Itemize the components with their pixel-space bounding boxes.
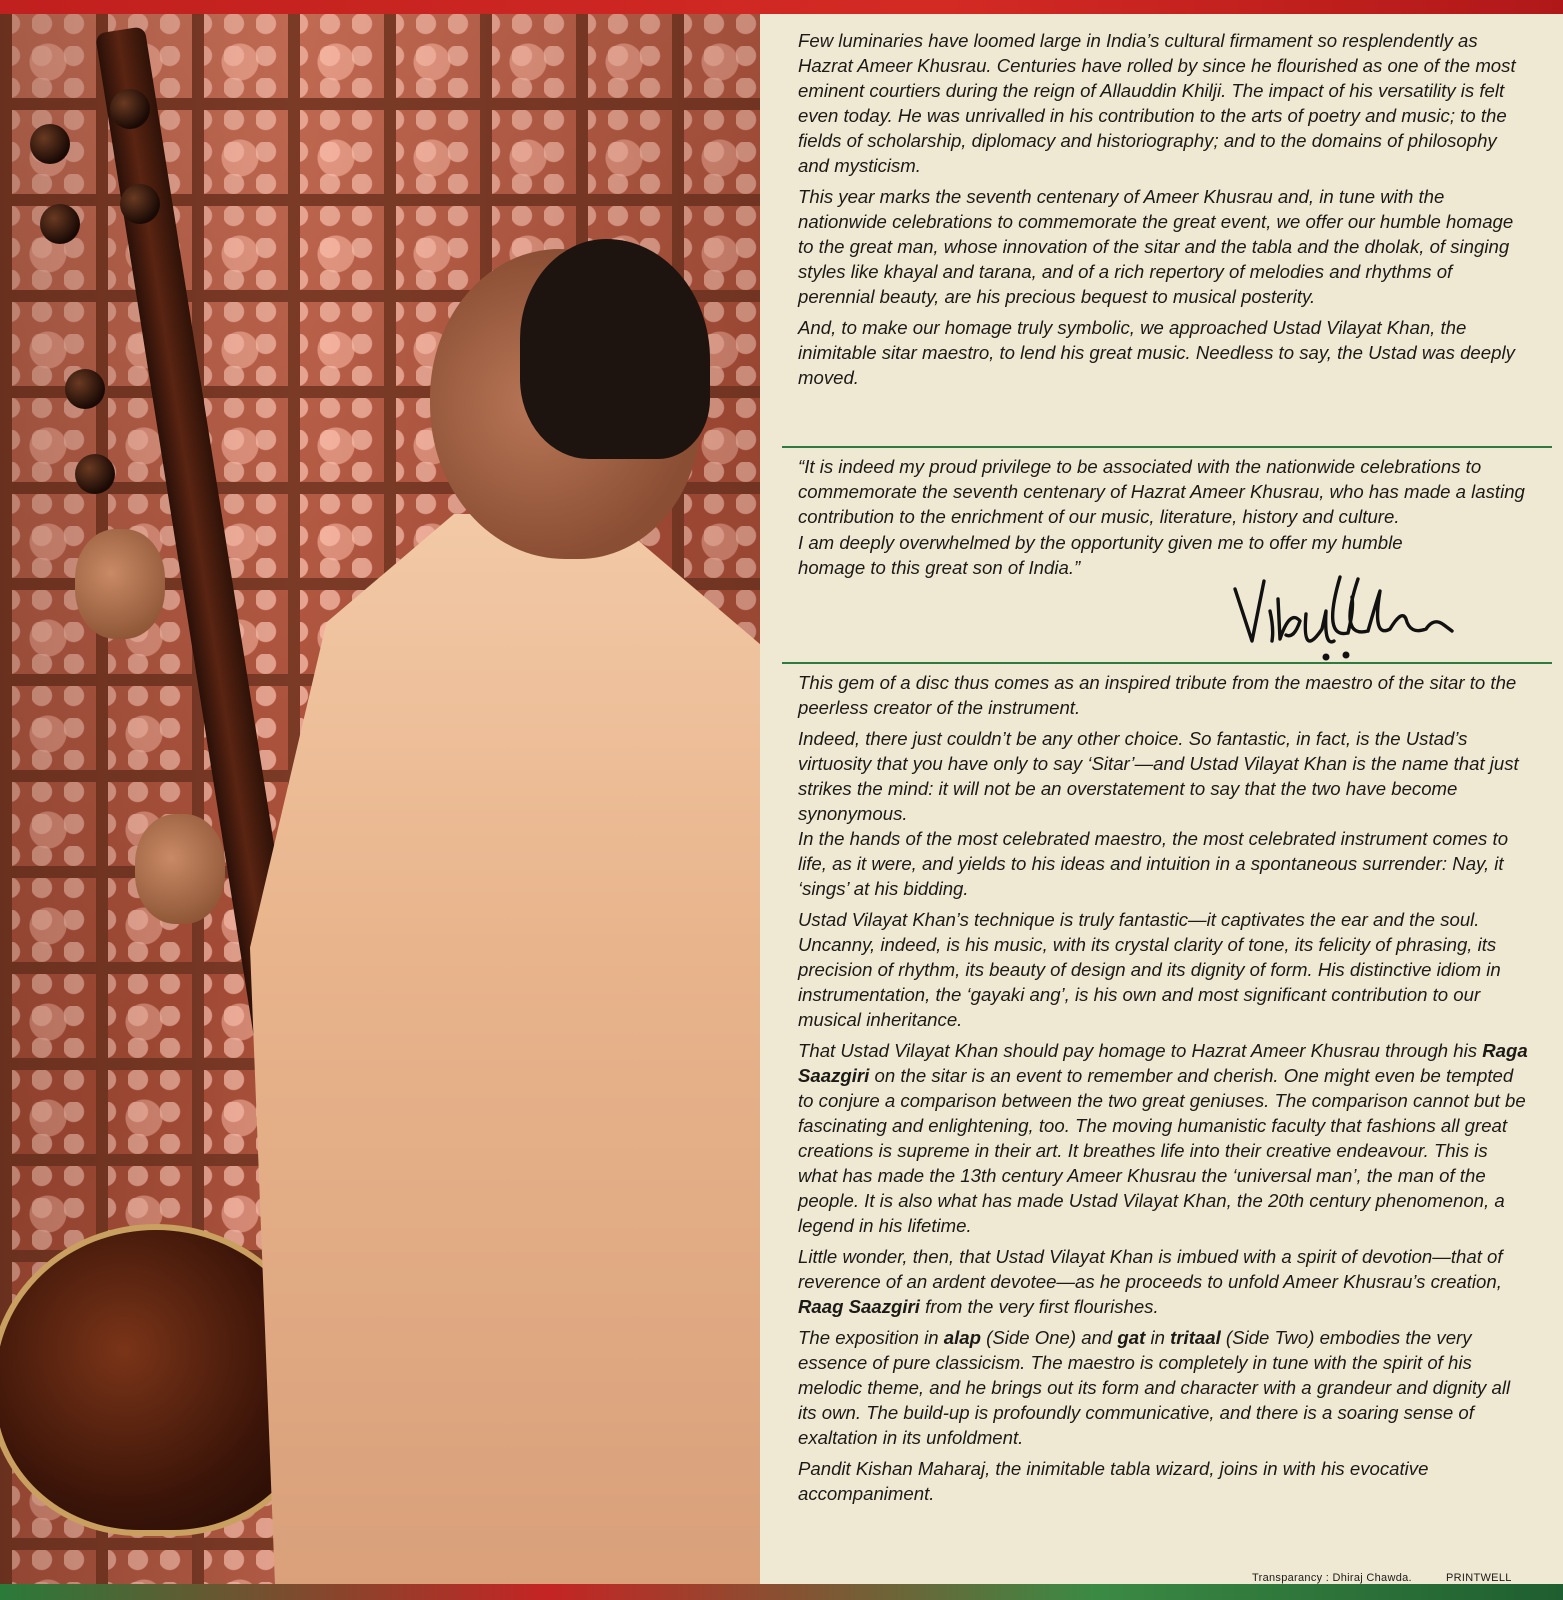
body-paragraph-4: Ustad Vilayat Khan’s technique is truly fantastic—it captivates the ear and the soul. Uncanny, indeed, is his music, with its crystal clarity of tone, its felicity of phrasing, its precision of rhythm, its beauty of design and its dignity of form. His distinctive idiom in instrumentation, the ‘gayaki ang’, is his own and most significant contribution to our musical inheritance. <box>798 909 1501 1030</box>
body-p6-text-2: from the very first flourishes. <box>919 1296 1159 1317</box>
quote-top-rule <box>782 446 1552 448</box>
top-border <box>0 0 1563 14</box>
term-tritaal: tritaal <box>1170 1327 1221 1348</box>
intro-paragraph-2: This year marks the seventh centenary of Ameer Khusrau and, in tune with the nationwide celebrations to commemorate the great event, we offer our humble homage to the great man, whose innovation of the sitar and the tabla and the dholak, of singing styles like khayal and tarana, and of a rich repertory of melodies and rhythms of perennial beauty, are his precious bequest to musical posterity. <box>798 186 1514 307</box>
quote-paragraph-1: “It is indeed my proud privilege to be associated with the nationwide celebrations to commemorate the seventh centenary of Hazrat Ameer Khusrau, who has made a lasting contribution to the enrichment of our music, literature, history and culture. <box>798 456 1525 527</box>
kurta <box>250 514 760 1584</box>
body-p7-text-4: (Side Two) embodies the very essence of pure classicism. The maestro is completely in tune with the spirit of his melodic theme, and he brings out its form and character with a grandeur and dignity all its own. The build-up is profoundly communicative, and there is a soaring sense of exaltation in its unfoldment. <box>798 1327 1511 1448</box>
body-paragraph-2: Indeed, there just couldn’t be any other choice. So fantastic, in fact, is the Ustad’s virtuosity that you have only to say ‘Sitar’—and Ustad Vilayat Khan is the name that just strikes the mind: it will not be an overstatement to say that the two have become synonymous. <box>798 728 1519 824</box>
term-alap: alap <box>943 1327 981 1348</box>
transparency-credit: Transparancy : Dhiraj Chawda. <box>1252 1572 1412 1584</box>
body-p6-text-1: Little wonder, then, that Ustad Vilayat Khan is imbued with a spirit of devotion—that of reverence of an ardent devotee—as he proceeds to unfold Ameer Khusrau’s creation, <box>798 1246 1503 1292</box>
intro-section <box>798 28 1528 390</box>
left-hand <box>75 529 165 639</box>
body-paragraph-6 <box>798 1244 1528 1319</box>
body-section <box>798 670 1528 1506</box>
body-p5-text-2: on the sitar is an event to remember and cherish. One might even be tempted to conjure a comparison between the two great geniuses. The comparison cannot but be fascinating and enlightening, too. The moving humanistic faculty that fashions all great creations is supreme in their art. It breathes life into their creative endeavour. This is what has made the 13th century Ameer Khusrau the ‘universal man’, the man of the people. It is also what has made Ustad Vilayat Khan, the 20th century phenomenon, a legend in his lifetime. <box>798 1065 1526 1236</box>
artist-signature <box>1230 569 1480 664</box>
sitar-peg <box>30 124 70 164</box>
intro-paragraph-3: And, to make our homage truly symbolic, we approached Ustad Vilayat Khan, the inimitable sitar maestro, to lend his great music. Needless to say, the Ustad was deeply moved. <box>798 317 1515 388</box>
body-paragraph-8: Pandit Kishan Maharaj, the inimitable tabla wizard, joins in with his evocative accompaniment. <box>798 1458 1429 1504</box>
right-hand <box>135 814 225 924</box>
body-p7-text-2: (Side One) and <box>980 1327 1118 1348</box>
raag-name: Raag Saazgiri <box>798 1296 920 1317</box>
raga-name: Raga Saazgiri <box>798 1040 1528 1086</box>
sitar-peg <box>40 204 80 244</box>
sitar-peg <box>120 184 160 224</box>
body-paragraph-3: In the hands of the most celebrated maestro, the most celebrated instrument comes to life, as it were, and yields to his ideas and intuition in a spontaneous surrender: Nay, it ‘sings’ at his bidding. <box>798 828 1509 899</box>
artist-quote <box>798 454 1528 580</box>
bottom-border <box>0 1584 1563 1600</box>
body-paragraph-7 <box>798 1325 1528 1450</box>
liner-notes-panel <box>760 14 1563 1584</box>
sitar-peg <box>65 369 105 409</box>
quote-bottom-rule <box>782 662 1552 664</box>
body-p5-text-1: That Ustad Vilayat Khan should pay homage to Hazrat Ameer Khusrau through his <box>798 1040 1483 1061</box>
musician-photo <box>0 14 760 1584</box>
body-paragraph-5 <box>798 1038 1528 1238</box>
body-p7-text-3: in <box>1145 1327 1171 1348</box>
body-paragraph-1: This gem of a disc thus comes as an inspired tribute from the maestro of the sitar to the peerless creator of the instrument. <box>798 672 1517 718</box>
printer-credit: PRINTWELL <box>1446 1572 1512 1584</box>
body-p7-text-1: The exposition in <box>798 1327 944 1348</box>
sitar-peg <box>75 454 115 494</box>
intro-paragraph-1: Few luminaries have loomed large in India’s cultural firmament so resplendently as Hazrat Ameer Khusrau. Centuries have rolled by since he flourished as one of the most eminent courtiers during the reign of Allauddin Khilji. The impact of his versatility is felt even today. He was unrivalled in his contribution to the arts of poetry and music; to the fields of scholarship, diplomacy and historiography; and to the domains of philosophy and mysticism. <box>798 30 1516 176</box>
quote-paragraph-2: I am deeply overwhelmed by the opportunity given me to offer my humble homage to this great son of India.” <box>798 532 1403 578</box>
term-gat: gat <box>1117 1327 1146 1348</box>
sitar-peg <box>110 89 150 129</box>
